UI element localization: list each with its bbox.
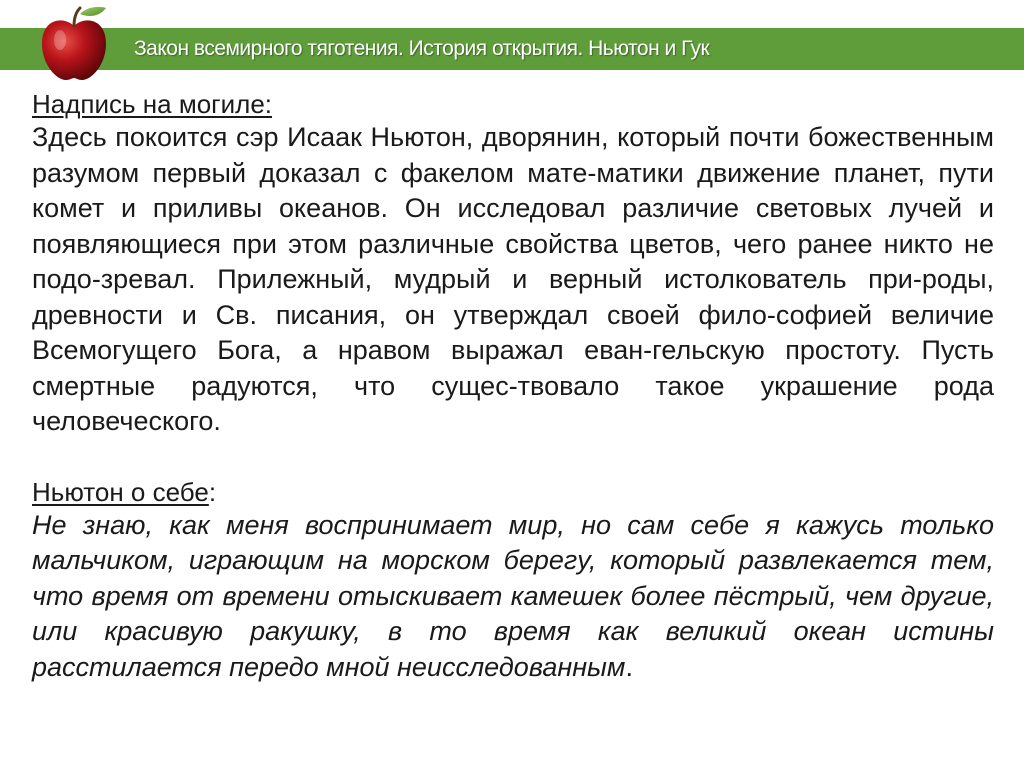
apple-icon bbox=[36, 4, 112, 82]
newton-quote: Не знаю, как меня воспринимает мир, но сам себе я кажусь только мальчиком, играющим на морском берегу, который развлекается тем, что время от времени отыскивает камешек более пёстрый, чем другие, или красивую ракушку, в то время как великий океан истины расстилается передо мной неисследованным. bbox=[32, 509, 994, 682]
epitaph-text: Здесь покоится сэр Исаак Ньютон, дворянин, который почти божественным разумом первый доказал с факелом мате-матики движение планет, пути комет и приливы океанов. Он исследовал различие световых лучей и появляющиеся при этом различные свойства цветов, чего ранее никто не подо-зревал. Прилежный, мудрый и верный истолкователь при-роды, древности и Св. писания, он утверждал своей фило-софией величие Всемогущего Бога, а нравом выражал еван-гельскую простоту. Пусть смертные радуются, что сущес-твовало такое украшение рода человеческого. bbox=[32, 122, 994, 436]
slide-title: Закон всемирного тяготения. История открытия. Ньютон и Гук bbox=[134, 37, 710, 60]
section-heading-newton-about-self: Ньютон о себе: bbox=[32, 476, 217, 507]
section-heading-epitaph: Надпись на могиле: bbox=[32, 89, 273, 119]
slide-content bbox=[32, 88, 994, 685]
header-bar bbox=[0, 28, 1024, 70]
